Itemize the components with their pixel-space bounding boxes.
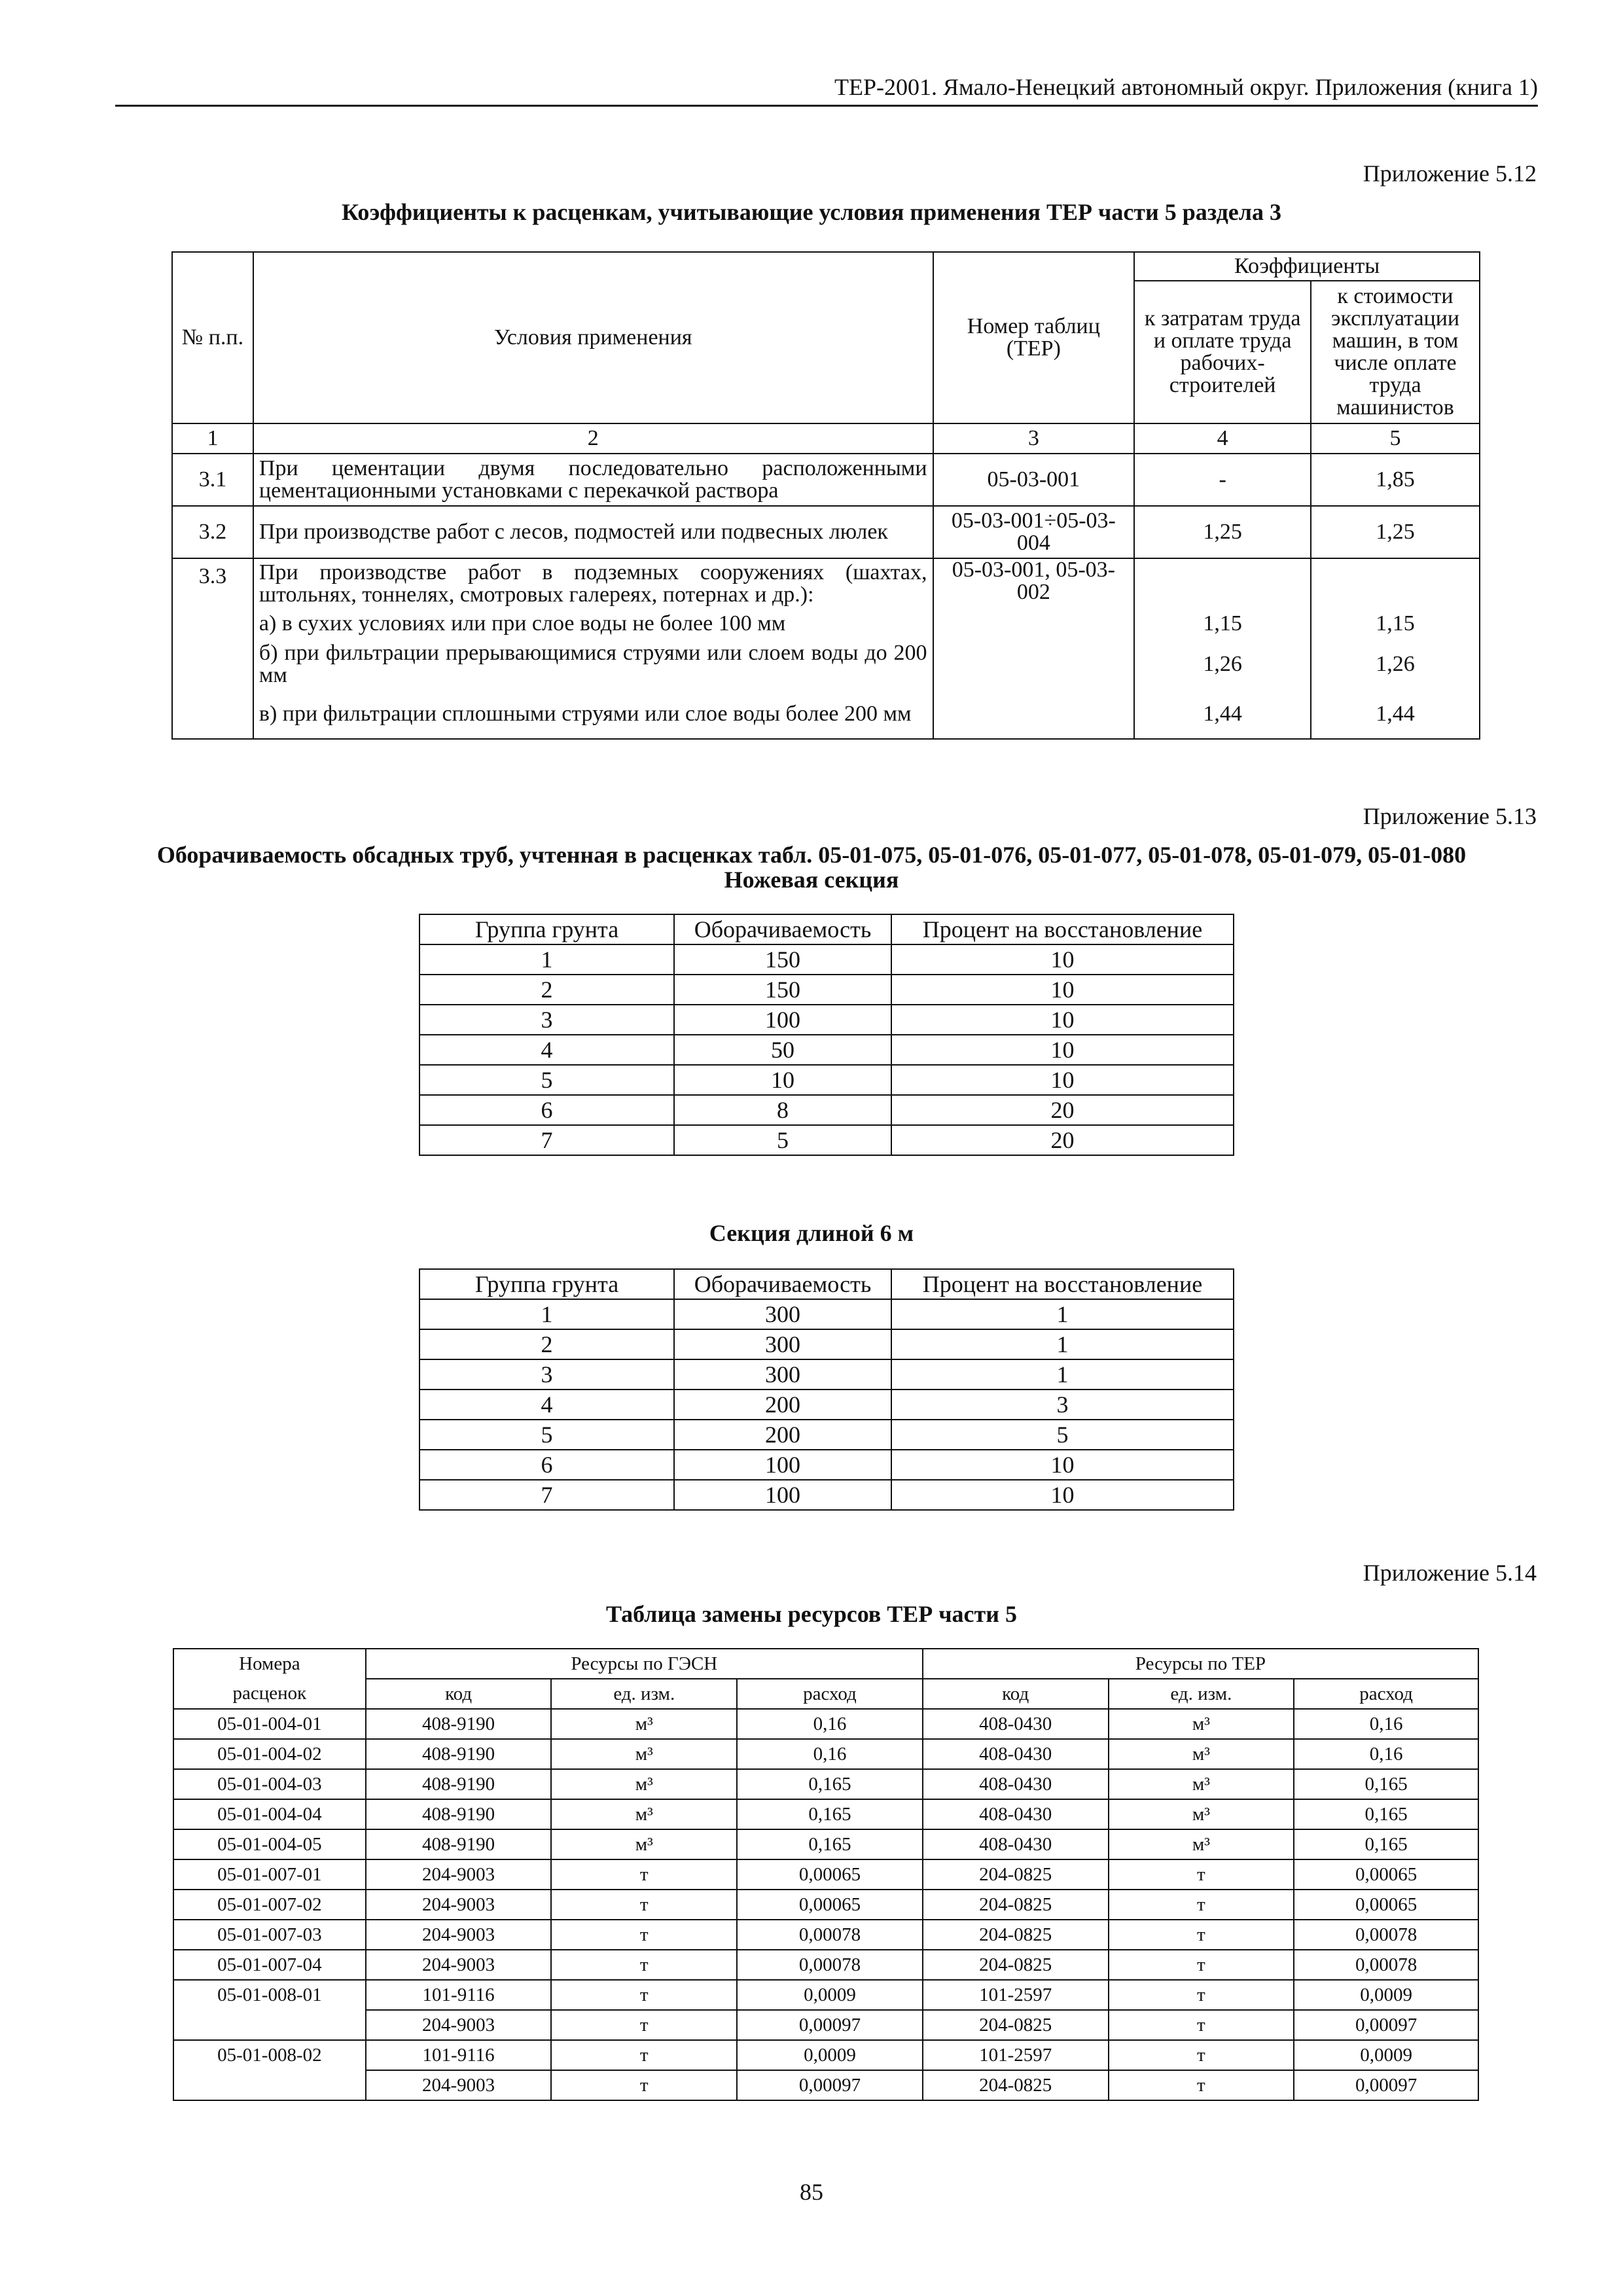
gesn-unit-cell: м³	[551, 1709, 737, 1739]
table-row	[173, 1890, 1478, 1920]
ter-consumption-cell: 0,00078	[1294, 1950, 1478, 1980]
appendix-5-12-label: Приложение 5.12	[1363, 160, 1537, 187]
machines-coefficient-header: к стоимости эксплуатации машин, в том числе оплате труда машинистов	[1311, 281, 1480, 423]
ter-unit-cell: м³	[1109, 1799, 1294, 1829]
ter-consumption-cell: 0,0009	[1294, 1980, 1478, 2010]
table-row	[173, 1859, 1478, 1890]
gesn-consumption-cell: 0,16	[737, 1739, 923, 1769]
gesn-consumption-cell: 0,00097	[737, 2070, 923, 2100]
table-row	[173, 1709, 1478, 1739]
restoration-percent-cell: 1	[891, 1329, 1234, 1359]
rate-numbers-header: Номера	[173, 1649, 366, 1679]
gesn-consumption-cell: 0,00065	[737, 1890, 923, 1920]
ter-unit-header: ед. изм.	[1109, 1679, 1294, 1709]
row-machines: 1,44	[1311, 689, 1480, 739]
table-row	[419, 1329, 1234, 1359]
ter-code-cell: 204-0825	[923, 2010, 1109, 2040]
row-table: 05-03-001, 05-03-002	[933, 558, 1135, 739]
gesn-consumption-cell: 0,165	[737, 1769, 923, 1799]
rate-number-cell: 05-01-007-04	[173, 1950, 366, 1980]
gesn-code-cell: 101-9116	[366, 1980, 552, 2010]
ter-resources-header: Ресурсы по ТЕР	[923, 1649, 1478, 1679]
ter-code-cell: 204-0825	[923, 1920, 1109, 1950]
turnover-header: Оборачиваемость	[674, 914, 891, 944]
gesn-consumption-cell: 0,00078	[737, 1950, 923, 1980]
soil-group-cell: 3	[419, 1359, 674, 1390]
table-row	[173, 1920, 1478, 1950]
turnover-cell: 100	[674, 1480, 891, 1510]
row-labor: 1,26	[1134, 639, 1311, 689]
row-machines: 1,15	[1311, 608, 1480, 639]
gesn-consumption-cell: 0,00097	[737, 2010, 923, 2040]
column-number: 5	[1311, 423, 1480, 454]
column-number: 2	[253, 423, 933, 454]
table-row	[419, 975, 1234, 1005]
table-row	[173, 1769, 1478, 1799]
ter-consumption-cell: 0,0009	[1294, 2040, 1478, 2070]
gesn-unit-cell: м³	[551, 1829, 737, 1859]
row-labor: 1,44	[1134, 689, 1311, 739]
table-subrow	[172, 689, 1480, 739]
six-m-section-title: Секция длиной 6 м	[709, 1220, 914, 1246]
row-num: 3.2	[172, 506, 253, 558]
turnover-cell: 300	[674, 1299, 891, 1329]
rate-number-cell: 05-01-007-01	[173, 1859, 366, 1890]
ter-consumption-header: расход	[1294, 1679, 1478, 1709]
restoration-percent-cell: 1	[891, 1359, 1234, 1390]
table-row	[172, 506, 1480, 558]
ter-code-cell: 101-2597	[923, 1980, 1109, 2010]
rate-number-cell: 05-01-004-04	[173, 1799, 366, 1829]
gesn-code-cell: 204-9003	[366, 2070, 552, 2100]
row-labor: 1,15	[1134, 608, 1311, 639]
gesn-unit-cell: т	[551, 1859, 737, 1890]
ter-code-cell: 204-0825	[923, 2070, 1109, 2100]
labor-coefficient-header: к затратам труда и оплате труда рабочих-строителей	[1134, 281, 1311, 423]
ter-unit-cell: т	[1109, 1950, 1294, 1980]
turnover-cell: 300	[674, 1359, 891, 1390]
column-number: 3	[933, 423, 1135, 454]
ter-code-cell: 408-0430	[923, 1709, 1109, 1739]
appendix-5-14-title: Таблица замены ресурсов ТЕР части 5	[606, 1601, 1017, 1627]
rate-number-cell	[173, 2010, 366, 2040]
gesn-consumption-cell: 0,0009	[737, 2040, 923, 2070]
ter-unit-cell: м³	[1109, 1829, 1294, 1859]
ter-code-cell: 408-0430	[923, 1739, 1109, 1769]
gesn-code-cell: 204-9003	[366, 1859, 552, 1890]
soil-group-cell: 2	[419, 1329, 674, 1359]
rate-number-cell: 05-01-004-01	[173, 1709, 366, 1739]
turnover-cell: 100	[674, 1005, 891, 1035]
table-row	[419, 1450, 1234, 1480]
gesn-code-cell: 204-9003	[366, 1890, 552, 1920]
gesn-code-header: код	[366, 1679, 552, 1709]
resource-replacement-table	[173, 1648, 1479, 2101]
ter-code-header: код	[923, 1679, 1109, 1709]
rate-number-cell: 05-01-004-05	[173, 1829, 366, 1859]
table-row	[173, 1799, 1478, 1829]
restoration-percent-cell: 10	[891, 1450, 1234, 1480]
gesn-consumption-cell: 0,16	[737, 1709, 923, 1739]
gesn-code-cell: 101-9116	[366, 2040, 552, 2070]
soil-group-cell: 1	[419, 1299, 674, 1329]
row-condition: б) при фильтрации прерывающимися струями или слоем воды до 200 мм	[253, 639, 933, 689]
table-row	[419, 1125, 1234, 1155]
table-row	[173, 1739, 1478, 1769]
ter-consumption-cell: 0,16	[1294, 1709, 1478, 1739]
ter-unit-cell: т	[1109, 1980, 1294, 2010]
knife-section-title: Ножевая секция	[724, 867, 899, 893]
running-title: ТЕР-2001. Ямало-Ненецкий автономный округ. Приложения (книга 1)	[834, 74, 1538, 100]
ter-code-cell: 204-0825	[923, 1890, 1109, 1920]
rate-number-cell	[173, 2070, 366, 2100]
row-labor: 1,25	[1134, 506, 1311, 558]
table-row	[419, 1390, 1234, 1420]
table-row	[419, 1420, 1234, 1450]
ter-unit-cell: м³	[1109, 1709, 1294, 1739]
knife-section-table	[419, 914, 1234, 1156]
gesn-unit-cell: м³	[551, 1799, 737, 1829]
gesn-code-cell: 408-9190	[366, 1709, 552, 1739]
num-header: № п.п.	[172, 252, 253, 423]
turnover-cell: 50	[674, 1035, 891, 1065]
ter-unit-cell: т	[1109, 2010, 1294, 2040]
turnover-cell: 300	[674, 1329, 891, 1359]
table-row	[173, 2040, 1478, 2070]
row-machines: 1,26	[1311, 639, 1480, 689]
table-number-header: Номер таблиц (ТЕР)	[933, 252, 1135, 423]
soil-group-cell: 1	[419, 944, 674, 975]
turnover-cell: 150	[674, 944, 891, 975]
gesn-consumption-cell: 0,165	[737, 1799, 923, 1829]
table-row	[419, 1480, 1234, 1510]
coefficients-header: Коэффициенты	[1134, 252, 1480, 281]
turnover-cell: 100	[674, 1450, 891, 1480]
restoration-percent-cell: 1	[891, 1299, 1234, 1329]
row-labor	[1134, 558, 1311, 608]
soil-group-cell: 6	[419, 1450, 674, 1480]
gesn-unit-cell: м³	[551, 1739, 737, 1769]
soil-group-cell: 4	[419, 1390, 674, 1420]
table-row	[419, 944, 1234, 975]
appendix-5-13-label: Приложение 5.13	[1363, 803, 1537, 829]
ter-unit-cell: т	[1109, 1890, 1294, 1920]
rate-number-cell: 05-01-008-02	[173, 2040, 366, 2070]
row-condition: При производстве работ с лесов, подмостей или подвесных люлек	[253, 506, 933, 558]
row-labor: -	[1134, 454, 1311, 506]
soil-group-cell: 2	[419, 975, 674, 1005]
table-row	[173, 2010, 1478, 2040]
ter-unit-cell: т	[1109, 1859, 1294, 1890]
soil-group-cell: 5	[419, 1420, 674, 1450]
ter-consumption-cell: 0,00078	[1294, 1920, 1478, 1950]
gesn-consumption-cell: 0,00065	[737, 1859, 923, 1890]
gesn-code-cell: 204-9003	[366, 2010, 552, 2040]
gesn-unit-cell: т	[551, 1950, 737, 1980]
appendix-5-12-title: Коэффициенты к расценкам, учитывающие условия применения ТЕР части 5 раздела 3	[342, 199, 1281, 225]
column-number-row	[172, 423, 1480, 454]
ter-unit-cell: м³	[1109, 1739, 1294, 1769]
ter-consumption-cell: 0,165	[1294, 1829, 1478, 1859]
ter-unit-cell: т	[1109, 2040, 1294, 2070]
restoration-percent-cell: 10	[891, 1035, 1234, 1065]
rate-number-cell: 05-01-007-02	[173, 1890, 366, 1920]
soil-group-header: Группа грунта	[419, 914, 674, 944]
table-row	[419, 1005, 1234, 1035]
table-row	[173, 1829, 1478, 1859]
gesn-consumption-header: расход	[737, 1679, 923, 1709]
ter-consumption-cell: 0,16	[1294, 1739, 1478, 1769]
restoration-percent-cell: 10	[891, 944, 1234, 975]
ter-unit-cell: м³	[1109, 1769, 1294, 1799]
turnover-cell: 5	[674, 1125, 891, 1155]
coefficients-table	[171, 251, 1480, 740]
table-row	[173, 2070, 1478, 2100]
ter-unit-cell: т	[1109, 1920, 1294, 1950]
restoration-percent-cell: 10	[891, 1480, 1234, 1510]
row-table: 05-03-001	[933, 454, 1135, 506]
turnover-header: Оборачиваемость	[674, 1269, 891, 1299]
soil-group-header: Группа грунта	[419, 1269, 674, 1299]
soil-group-cell: 6	[419, 1095, 674, 1125]
gesn-unit-cell: т	[551, 2040, 737, 2070]
appendix-5-13-title: Оборачиваемость обсадных труб, учтенная в расценках табл. 05-01-075, 05-01-076, 05-01-077, 05-01-078, 05-01-079, 05-01-080	[156, 842, 1467, 868]
restoration-percent-header: Процент на восстановление	[891, 914, 1234, 944]
row-num: 3.1	[172, 454, 253, 506]
gesn-unit-cell: т	[551, 2070, 737, 2100]
gesn-code-cell: 408-9190	[366, 1769, 552, 1799]
row-machines: 1,25	[1311, 506, 1480, 558]
gesn-unit-header: ед. изм.	[551, 1679, 737, 1709]
restoration-percent-cell: 5	[891, 1420, 1234, 1450]
gesn-consumption-cell: 0,0009	[737, 1980, 923, 2010]
rate-number-cell: 05-01-004-03	[173, 1769, 366, 1799]
row-condition: При производстве работ в подземных сооружениях (шахтах, штольнях, тоннелях, смотровых галереях, потернах и др.):	[253, 558, 933, 608]
gesn-code-cell: 204-9003	[366, 1920, 552, 1950]
ter-consumption-cell: 0,00097	[1294, 2070, 1478, 2100]
ter-consumption-cell: 0,165	[1294, 1769, 1478, 1799]
rate-number-cell: 05-01-004-02	[173, 1739, 366, 1769]
restoration-percent-cell: 10	[891, 1065, 1234, 1095]
turnover-cell: 150	[674, 975, 891, 1005]
turnover-cell: 8	[674, 1095, 891, 1125]
soil-group-cell: 7	[419, 1480, 674, 1510]
rate-number-cell: 05-01-008-01	[173, 1980, 366, 2010]
table-subrow	[172, 608, 1480, 639]
soil-group-cell: 4	[419, 1035, 674, 1065]
ter-code-cell: 204-0825	[923, 1859, 1109, 1890]
ter-unit-cell: т	[1109, 2070, 1294, 2100]
soil-group-cell: 5	[419, 1065, 674, 1095]
turnover-cell: 200	[674, 1390, 891, 1420]
gesn-code-cell: 408-9190	[366, 1829, 552, 1859]
table-row	[173, 1950, 1478, 1980]
ter-code-cell: 408-0430	[923, 1829, 1109, 1859]
turnover-cell: 10	[674, 1065, 891, 1095]
gesn-consumption-cell: 0,00078	[737, 1920, 923, 1950]
row-machines: 1,85	[1311, 454, 1480, 506]
ter-consumption-cell: 0,00097	[1294, 2010, 1478, 2040]
appendix-5-14-label: Приложение 5.14	[1363, 1560, 1537, 1586]
gesn-unit-cell: т	[551, 1980, 737, 2010]
row-condition: в) при фильтрации сплошными струями или слое воды более 200 мм	[253, 689, 933, 739]
column-number: 1	[172, 423, 253, 454]
gesn-code-cell: 408-9190	[366, 1739, 552, 1769]
gesn-resources-header: Ресурсы по ГЭСН	[366, 1649, 923, 1679]
restoration-percent-cell: 10	[891, 975, 1234, 1005]
restoration-percent-cell: 3	[891, 1390, 1234, 1420]
restoration-percent-cell: 20	[891, 1095, 1234, 1125]
row-condition: а) в сухих условиях или при слое воды не более 100 мм	[253, 608, 933, 639]
restoration-percent-cell: 20	[891, 1125, 1234, 1155]
ter-code-cell: 408-0430	[923, 1799, 1109, 1829]
ter-code-cell: 101-2597	[923, 2040, 1109, 2070]
six-m-section-table	[419, 1268, 1234, 1511]
ter-code-cell: 204-0825	[923, 1950, 1109, 1980]
table-row	[172, 558, 1480, 608]
restoration-percent-cell: 10	[891, 1005, 1234, 1035]
row-table: 05-03-001÷05-03-004	[933, 506, 1135, 558]
gesn-unit-cell: т	[551, 1890, 737, 1920]
gesn-unit-cell: м³	[551, 1769, 737, 1799]
conditions-header: Условия применения	[253, 252, 933, 423]
header-rule	[115, 105, 1538, 107]
ter-code-cell: 408-0430	[923, 1769, 1109, 1799]
row-condition: При цементации двумя последовательно расположенными цементационными установками с перекачкой раствора	[253, 454, 933, 506]
page-number: 85	[800, 2179, 823, 2205]
gesn-code-cell: 204-9003	[366, 1950, 552, 1980]
ter-consumption-cell: 0,00065	[1294, 1859, 1478, 1890]
soil-group-cell: 3	[419, 1005, 674, 1035]
gesn-consumption-cell: 0,165	[737, 1829, 923, 1859]
ter-consumption-cell: 0,165	[1294, 1799, 1478, 1829]
gesn-unit-cell: т	[551, 1920, 737, 1950]
table-row	[419, 1035, 1234, 1065]
row-machines	[1311, 558, 1480, 608]
table-row	[419, 1359, 1234, 1390]
restoration-percent-header: Процент на восстановление	[891, 1269, 1234, 1299]
gesn-code-cell: 408-9190	[366, 1799, 552, 1829]
rate-number-cell: 05-01-007-03	[173, 1920, 366, 1950]
table-row	[419, 1299, 1234, 1329]
turnover-cell: 200	[674, 1420, 891, 1450]
ter-consumption-cell: 0,00065	[1294, 1890, 1478, 1920]
table-row	[173, 1980, 1478, 2010]
column-number: 4	[1134, 423, 1311, 454]
table-subrow	[172, 639, 1480, 689]
gesn-unit-cell: т	[551, 2010, 737, 2040]
soil-group-cell: 7	[419, 1125, 674, 1155]
table-row	[419, 1065, 1234, 1095]
table-row	[419, 1095, 1234, 1125]
table-row	[172, 454, 1480, 506]
rate-numbers-header-continued: расценок	[173, 1679, 366, 1709]
row-num: 3.3	[172, 558, 253, 739]
